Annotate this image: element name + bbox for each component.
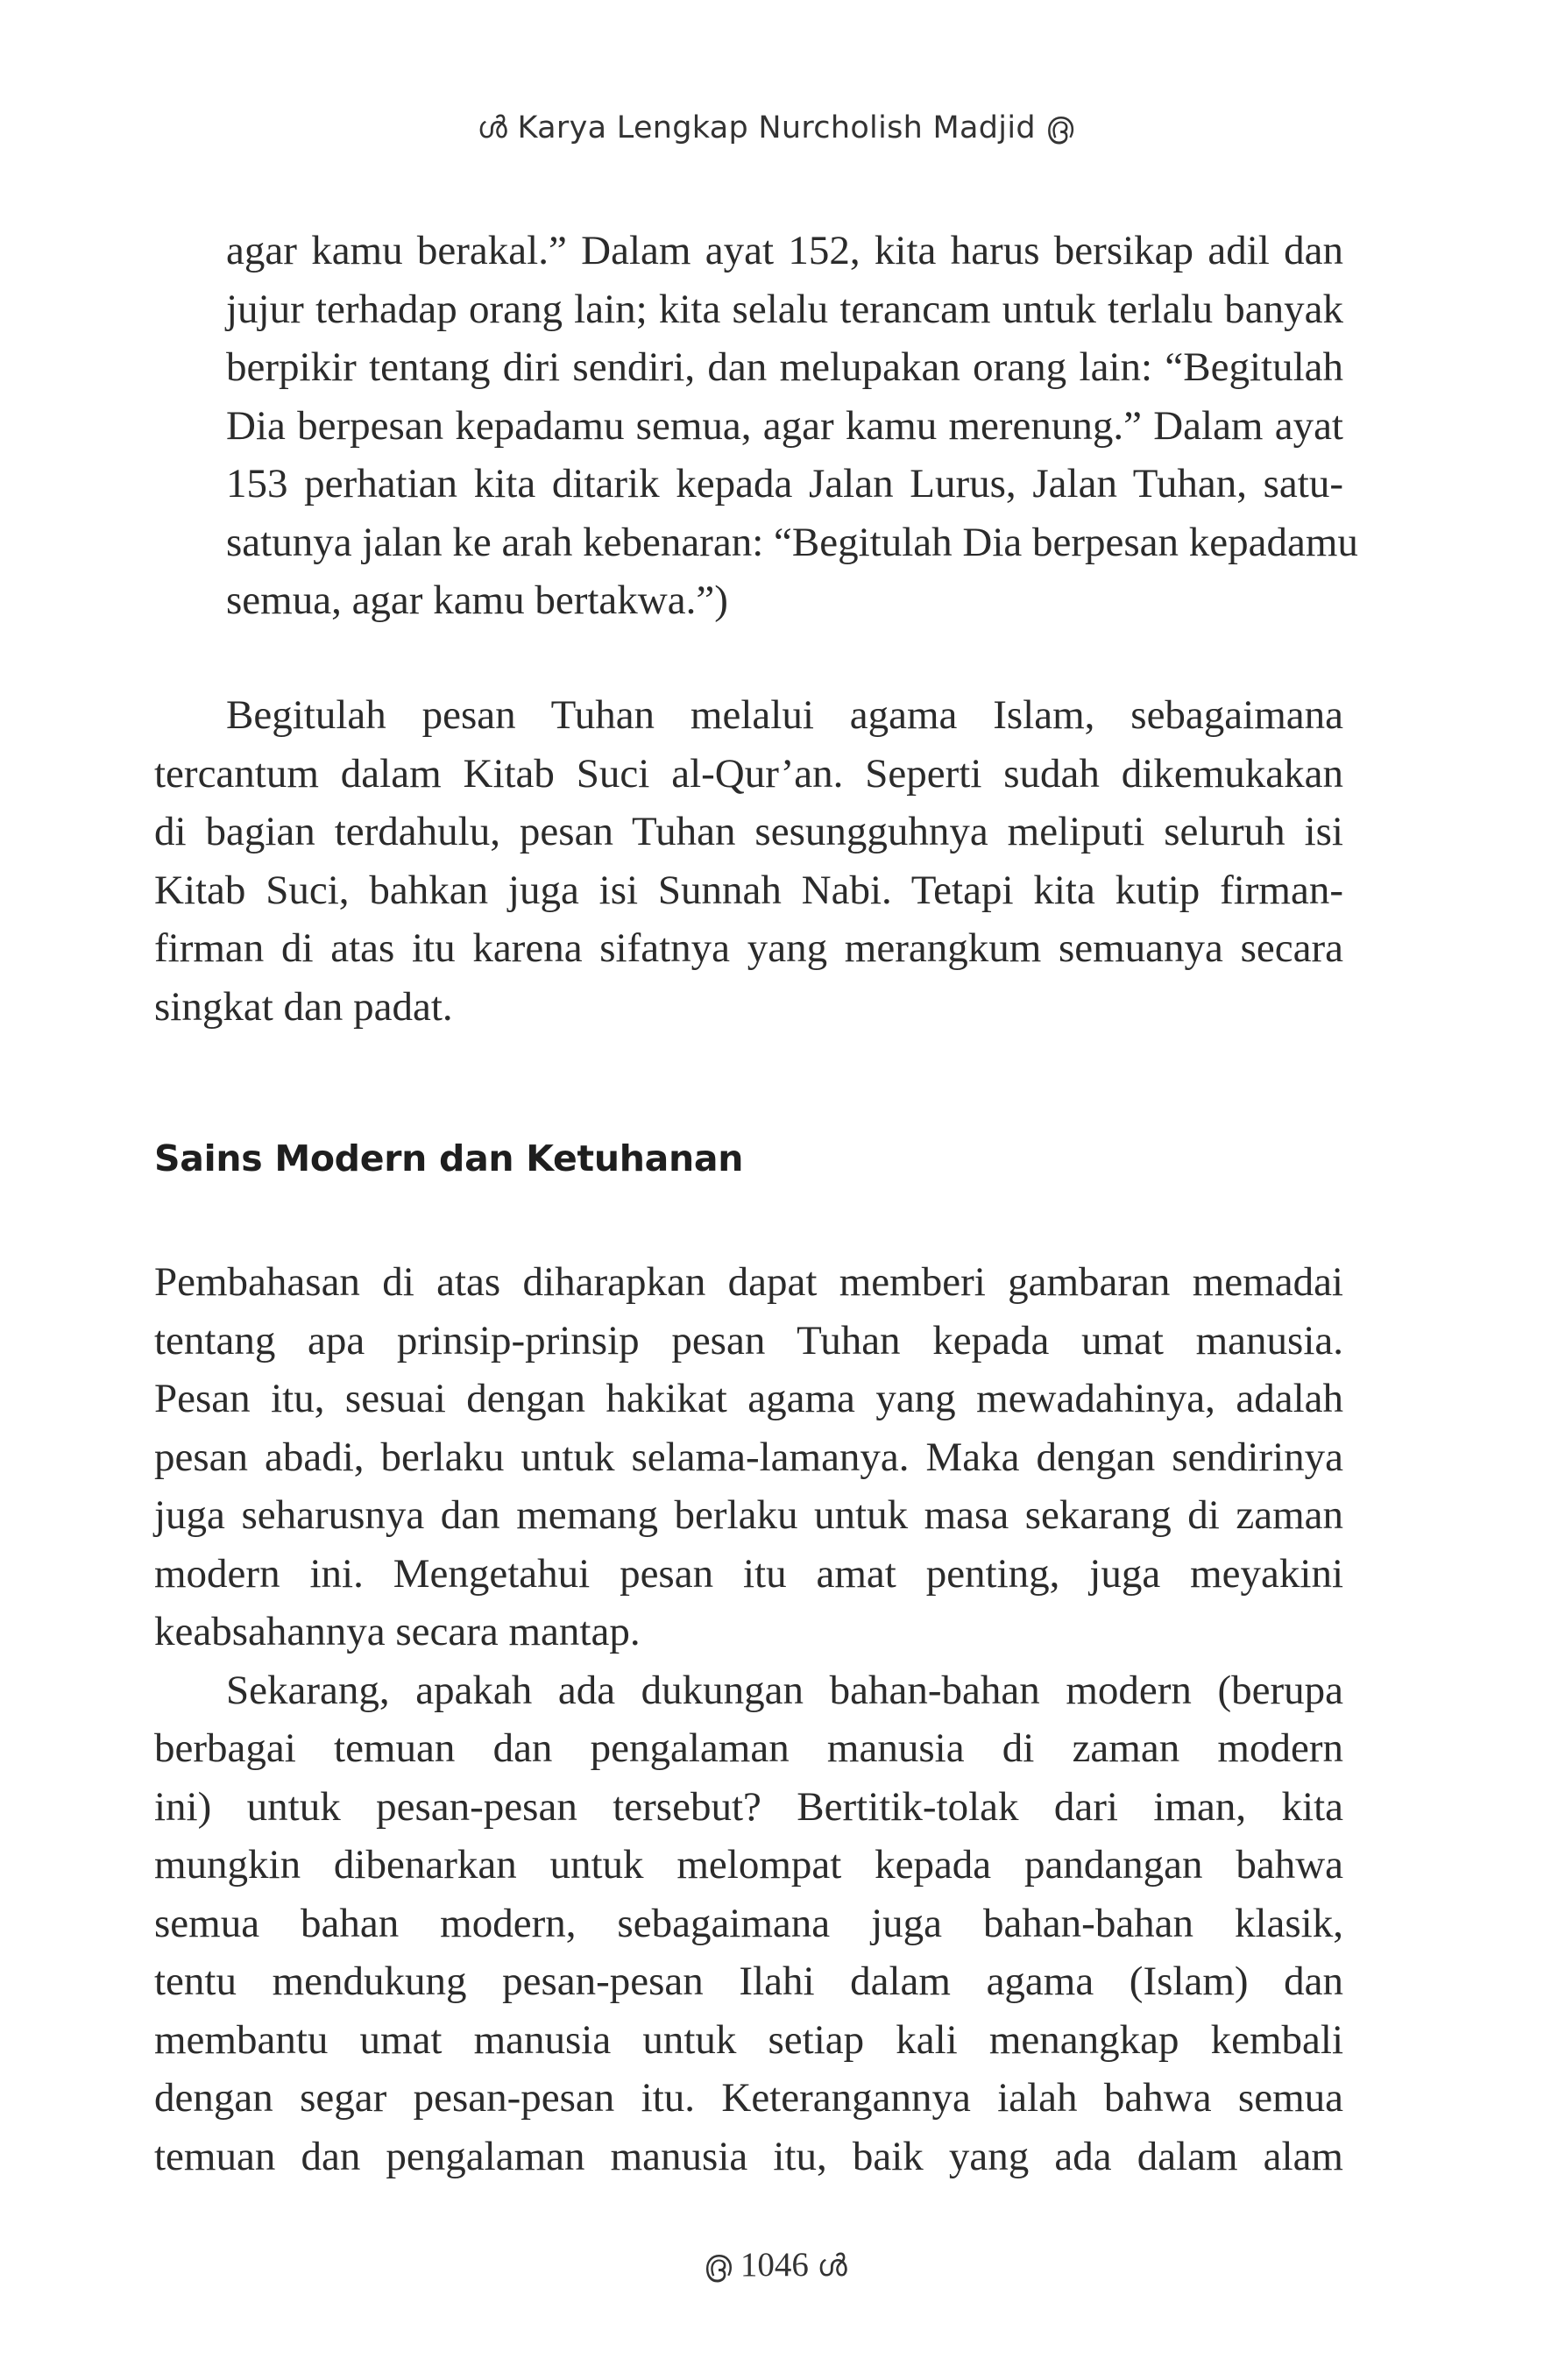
paragraph-line: tentang apa prinsip-prinsip pesan Tuhan kepada umat manusia.	[154, 1317, 1343, 1364]
ornament-left-icon: ൾ	[477, 110, 508, 145]
quote-line: berpikir tentang diri sendiri, dan melupakan orang lain: “Begitulah	[226, 344, 1343, 390]
ornament-right-icon: ൫	[1045, 110, 1074, 145]
paragraph-line: modern ini. Mengetahui pesan itu amat penting, juga meyakini	[154, 1550, 1343, 1597]
paragraph-line: Pesan itu, sesuai dengan hakikat agama yang mewadahinya, adalah	[154, 1376, 1343, 1421]
paragraph-line: temuan dan pengalaman manusia itu, baik yang ada dalam alam	[154, 2133, 1343, 2179]
paragraph-line: Pembahasan di atas diharapkan dapat memberi gambaran memadai	[154, 1259, 1343, 1305]
ornament-right-icon: ൾ	[817, 2249, 847, 2284]
paragraph-line: firman di atas itu karena sifatnya yang merangkum semuanya secara	[154, 925, 1343, 971]
quote-block	[226, 222, 1358, 630]
ornament-left-icon: ൫	[704, 2249, 733, 2284]
paragraph-line: ini) untuk pesan-pesan tersebut? Bertitik-tolak dari iman, kita	[154, 1783, 1343, 1830]
section-heading: Sains Modern dan Ketuhanan	[154, 1137, 744, 1179]
paragraph-line: Kitab Suci, bahkan juga isi Sunnah Nabi. Tetapi kita kutip firman-	[154, 867, 1343, 913]
paragraph-line: membantu umat manusia untuk setiap kali menangkap kembali	[154, 2016, 1343, 2063]
quote-line: jujur terhadap orang lain; kita selalu terancam untuk terlalu banyak	[226, 286, 1343, 332]
paragraph-line: keabsahannya secara mantap.	[154, 1609, 641, 1654]
paragraph-line: tercantum dalam Kitab Suci al-Qur’an. Seperti sudah dikemukakan	[154, 750, 1343, 797]
paragraph-line: mungkin dibenarkan untuk melompat kepada pandangan bahwa	[154, 1842, 1343, 1888]
page-number: 1046	[740, 2246, 809, 2284]
quote-line: 153 perhatian kita ditarik kepada Jalan Lurus, Jalan Tuhan, satu-	[226, 461, 1343, 506]
paragraph-line: di bagian terdahulu, pesan Tuhan sesungguhnya meliputi seluruh isi	[154, 809, 1343, 854]
paragraph-1	[154, 686, 1343, 1036]
paragraph-line: singkat dan padat.	[154, 983, 453, 1030]
quote-line: semua, agar kamu bertakwa.”)	[226, 577, 728, 623]
paragraph-line: semua bahan modern, sebagaimana juga bahan-bahan klasik,	[154, 1900, 1343, 1946]
running-header	[0, 110, 1551, 145]
paragraph-line: Begitulah pesan Tuhan melalui agama Islam, sebagaimana	[226, 692, 1343, 738]
quote-line: satunya jalan ke arah kebenaran: “Begitulah Dia berpesan kepadamu	[226, 519, 1358, 565]
paragraph-line: dengan segar pesan-pesan itu. Keterangannya ialah bahwa semua	[154, 2075, 1343, 2121]
quote-line: agar kamu berakal.” Dalam ayat 152, kita harus bersikap adil dan	[226, 228, 1343, 273]
paragraph-line: berbagai temuan dan pengalaman manusia di zaman modern	[154, 1725, 1343, 1771]
paragraph-line: juga seharusnya dan memang berlaku untuk masa sekarang di zaman	[154, 1492, 1343, 1538]
quote-line: Dia berpesan kepadamu semua, agar kamu merenung.” Dalam ayat	[226, 402, 1343, 449]
paragraph-line: Sekarang, apakah ada dukungan bahan-bahan modern (berupa	[226, 1667, 1343, 1713]
paragraph-line: tentu mendukung pesan-pesan Ilahi dalam agama (Islam) dan	[154, 1959, 1343, 2004]
paragraph-2-3	[154, 1253, 1343, 2185]
paragraph-line: pesan abadi, berlaku untuk selama-lamanya. Maka dengan sendirinya	[154, 1434, 1343, 1480]
page-footer	[0, 2245, 1551, 2284]
book-title: Karya Lengkap Nurcholish Madjid	[517, 110, 1036, 145]
